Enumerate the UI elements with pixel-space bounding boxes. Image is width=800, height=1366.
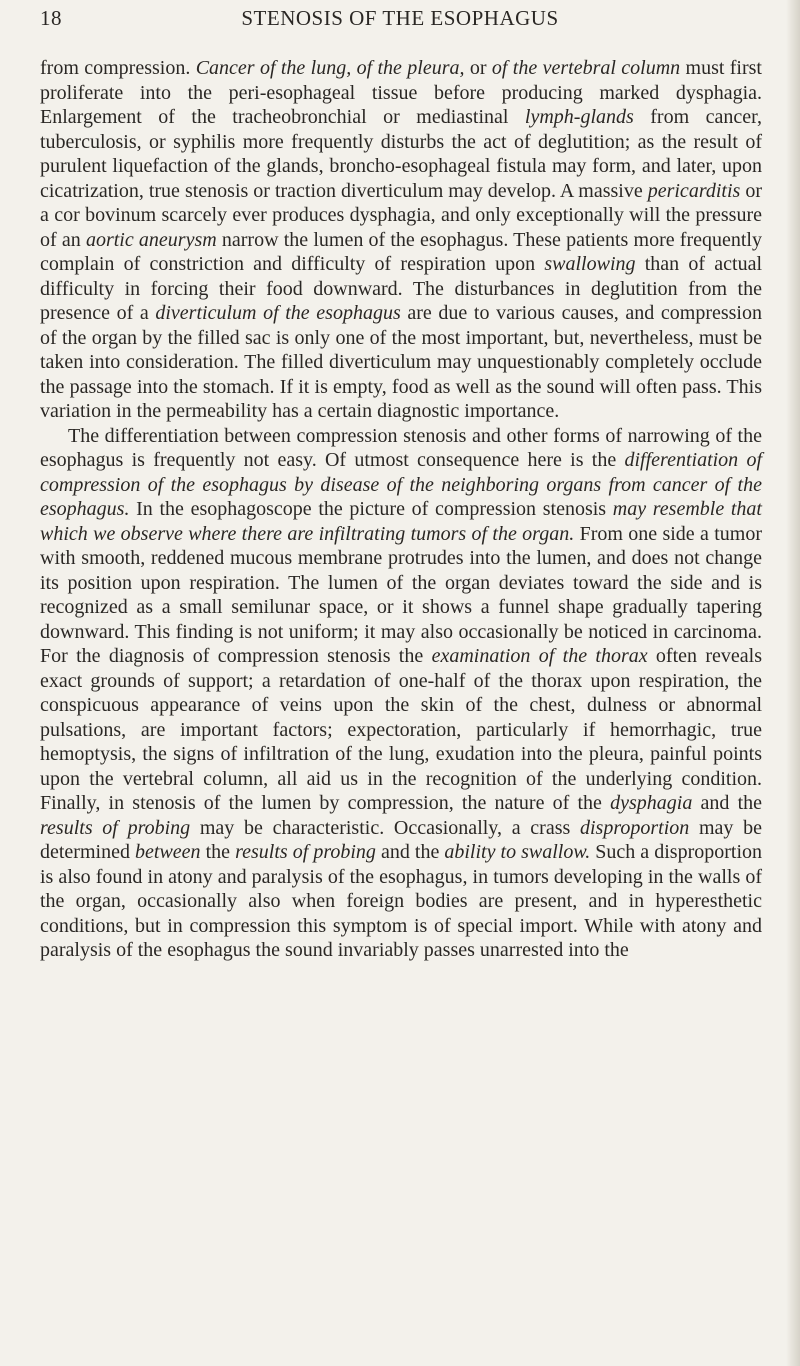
italic-text-segment: aortic aneurysm — [85, 228, 217, 251]
italic-text-segment: results of probing — [40, 816, 191, 839]
text-segment: In the esophagoscope the picture of compression stenosis — [129, 498, 613, 520]
text-segment: must first proliferate into the peri-esophageal tissue before producing marked dysphagia. Enlargement of the tracheobronchial or mediastinal — [40, 57, 762, 128]
italic-text-segment: Cancer of the lung, of the pleura, — [195, 57, 465, 79]
text-segment: or — [464, 57, 492, 79]
paragraph-1 — [40, 56, 762, 424]
italic-text-segment: lymph-glands — [524, 106, 634, 128]
italic-text-segment: between — [135, 841, 201, 863]
text-segment: may be determined — [40, 816, 762, 863]
text-segment: may be characteristic. Occasionally, a crass — [190, 816, 580, 839]
italic-text-segment: dysphagia — [610, 792, 693, 814]
text-segment: from compression. — [40, 57, 196, 79]
text-segment: From one side a tumor with smooth, reddened mucous membrane protrudes into the lumen, and does not change its position upon respiration. The lumen of the organ deviates toward the side and is recognized as a small semilunar space, or it shows a funnel shape gradually tapering downward. This finding is not uniform; it may also occasionally be noticed in carcinoma. For the diagnosis of compression stenosis the — [40, 522, 762, 667]
italic-text-segment: examination of the thorax — [431, 645, 648, 667]
text-segment: from cancer, tuberculosis, or syphilis more frequently disturbs the act of deglutition; as the result of purulent liquefaction of the glands, broncho-esophageal fistula may form, and later, upon cicatrization, true stenosis or traction diverticulum may develop. A massive — [40, 106, 762, 202]
body-text — [40, 56, 762, 963]
text-segment: The differentiation between compression stenosis and other forms of narrowing of the esophagus is frequently not easy. Of utmost consequence here is the — [40, 424, 762, 471]
italic-text-segment: diverticulum of the esophagus — [155, 302, 401, 324]
text-segment: often reveals exact grounds of support; a retardation of one-half of the thorax upon respiration, the conspicuous appearance of veins upon the skin of the chest, dulness or abnormal pulsations, are important factors; expectoration, particularly if hemorrhagic, true hemoptysis, the signs of infiltration of the lung, exudation into the pleura, painful points upon the vertebral column, all aid us in the recognition of the underlying condition. Finally, in stenosis of the lumen by compression, the nature of the — [40, 645, 762, 814]
page-edge-shadow — [786, 0, 800, 1366]
text-segment: are due to various causes, and compression of the organ by the filled sac is only one of the most important, but, nevertheless, must be taken into consideration. The filled diverticulum may unquestionably completely occlude the passage into the stomach. If it is empty, food as well as the sound will often pass. This variation in the permeability has a certain diagnostic importance. — [40, 302, 762, 422]
running-head — [40, 6, 740, 42]
text-segment: than of actual difficulty in forcing their food downward. The disturbances in deglutition from the presence of a — [40, 253, 763, 324]
italic-text-segment: of the vertebral column — [491, 57, 681, 79]
italic-text-segment: results of probing — [235, 841, 376, 863]
italic-text-segment: may resemble that which we observe where there are infiltrating tumors of the organ. — [40, 498, 762, 545]
text-segment: the — [200, 841, 236, 863]
page-number: 18 — [40, 6, 62, 30]
paragraph-2 — [40, 424, 762, 963]
italic-text-segment: differentiation of compression of the esophagus by disease of the neighboring organs from cancer of the esophagus. — [40, 449, 762, 520]
text-segment: Such a disproportion is also found in atony and paralysis of the esophagus, in tumors developing in the walls of the organ, occasionally also when foreign bodies are present, and in hyperesthetic conditions, but in compression this symptom is of special import. While with atony and paralysis of the esophagus the sound invariably passes unarrested into the — [40, 841, 762, 961]
italic-text-segment: swallowing — [544, 253, 636, 275]
italic-text-segment: ability to swallow. — [444, 841, 591, 863]
text-segment: or a cor bovinum scarcely ever produces dysphagia, and only exceptionally will the pressure of an — [40, 179, 762, 251]
running-title: STENOSIS OF THE ESOPHAGUS — [241, 6, 559, 30]
text-segment: and the — [375, 841, 445, 863]
text-segment: and the — [692, 792, 762, 814]
text-segment: narrow the lumen of the esophagus. These patients more frequently complain of constriction and difficulty of respiration upon — [40, 228, 762, 275]
italic-text-segment: pericarditis — [647, 179, 741, 202]
italic-text-segment: disproportion — [579, 816, 690, 839]
